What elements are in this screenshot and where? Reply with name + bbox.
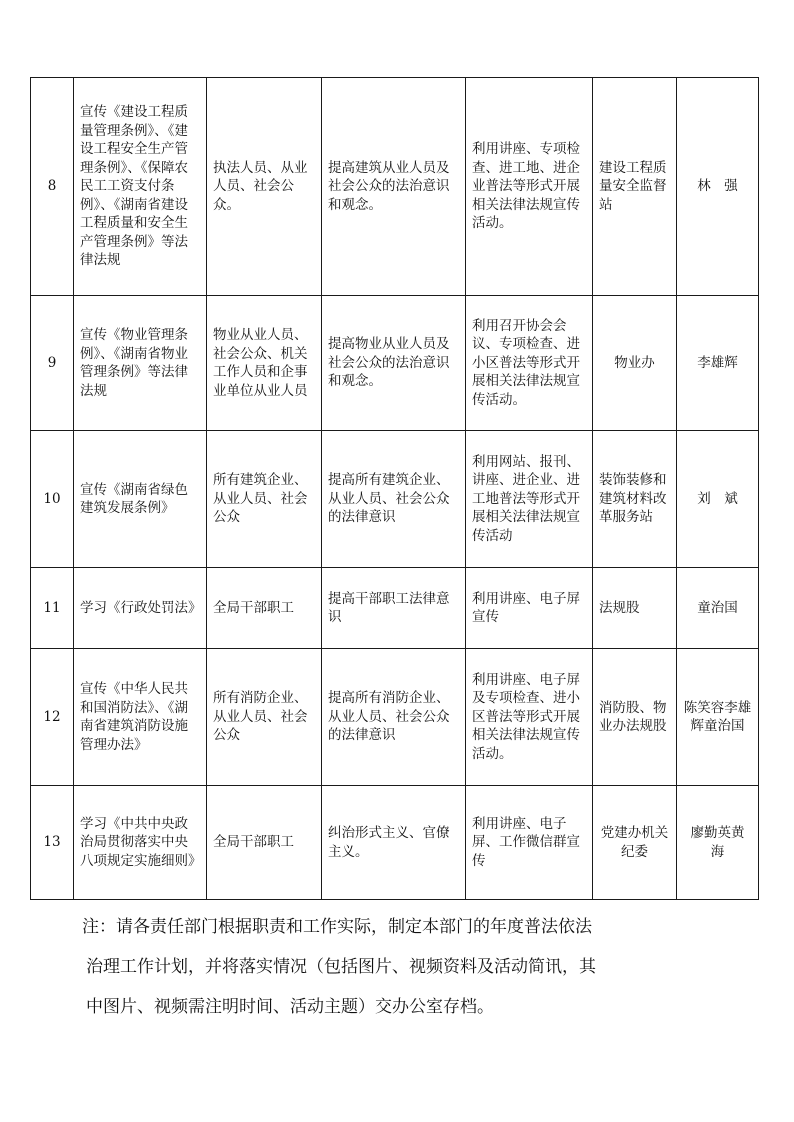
row-person: 廖勤英黄 海 <box>677 786 759 900</box>
row-person: 林 强 <box>677 78 759 296</box>
row-number: 9 <box>31 296 74 431</box>
row-number: 10 <box>31 431 74 568</box>
row-number: 13 <box>31 786 74 900</box>
row-dept: 装饰装修和建筑材料改革服务站 <box>593 431 677 568</box>
row-goal: 提高物业从业人员及社会公众的法治意识和观念。 <box>322 296 466 431</box>
row-method: 利用讲座、电子屏、工作微信群宣传 <box>466 786 593 900</box>
table-row <box>31 296 759 431</box>
footnote <box>82 907 726 1027</box>
row-person: 李雄辉 <box>677 296 759 431</box>
row-audience: 所有消防企业、从业人员、社会公众 <box>207 649 322 786</box>
row-content: 宣传《中华人民共和国消防法》、《湖南省建筑消防设施管理办法》 <box>74 649 207 786</box>
row-person: 刘 斌 <box>677 431 759 568</box>
table-row <box>31 78 759 296</box>
row-number: 11 <box>31 568 74 649</box>
row-number: 12 <box>31 649 74 786</box>
footnote-line: 注：请各责任部门根据职责和工作实际，制定本部门的年度普法依法 <box>82 917 592 937</box>
row-content: 学习《中共中央政治局贯彻落实中央八项规定实施细则》 <box>74 786 207 900</box>
row-person: 童治国 <box>677 568 759 649</box>
row-goal: 纠治形式主义、官僚主义。 <box>322 786 466 900</box>
table-row <box>31 786 759 900</box>
row-content: 学习《行政处罚法》 <box>74 568 207 649</box>
footnote-line: 中图片、视频需注明时间、活动主题）交办公室存档。 <box>86 997 494 1017</box>
row-dept: 物业办 <box>593 296 677 431</box>
plan-table <box>30 77 759 900</box>
row-method: 利用讲座、电子屏及专项检查、进小区普法等形式开展相关法律法规宣传活动。 <box>466 649 593 786</box>
row-audience: 执法人员、从业人员、社会公众。 <box>207 78 322 296</box>
row-audience: 物业从业人员、 社会公众、机关工作人员和企事业单位从业人员 <box>207 296 322 431</box>
row-goal: 提高建筑从业人员及社会公众的法治意识和观念。 <box>322 78 466 296</box>
row-audience: 全局干部职工 <box>207 786 322 900</box>
table-row <box>31 568 759 649</box>
table-row <box>31 649 759 786</box>
row-content: 宣传《建设工程质量管理条例》、《建设工程安全生产管理条例》、《保障农民工工资支付条例》、《湖南省建设工程质量和安全生产管理条例》等法律法规 <box>74 78 207 296</box>
row-dept: 法规股 <box>593 568 677 649</box>
row-goal: 提高所有消防企业、从业人员、社会公众的法律意识 <box>322 649 466 786</box>
row-content: 宣传《湖南省绿色建筑发展条例》 <box>74 431 207 568</box>
row-goal: 提高干部职工法律意识 <box>322 568 466 649</box>
row-dept: 党建办机关纪委 <box>593 786 677 900</box>
row-person: 陈笑容李雄辉童治国 <box>677 649 759 786</box>
row-goal: 提高所有建筑企业、从业人员、社会公众的法律意识 <box>322 431 466 568</box>
row-method: 利用讲座、电子屏宣传 <box>466 568 593 649</box>
row-method: 利用讲座、专项检查、进工地、进企业普法等形式开展相关法律法规宣传活动。 <box>466 78 593 296</box>
row-method: 利用网站、报刊、讲座、进企业、进工地普法等形式开展相关法律法规宣传活动 <box>466 431 593 568</box>
row-number: 8 <box>31 78 74 296</box>
footnote-line: 治理工作计划，并将落实情况（包括图片、视频资料及活动简讯，其 <box>86 957 596 977</box>
row-method: 利用召开协会会议、专项检查、进小区普法等形式开展相关法律法规宣传活动。 <box>466 296 593 431</box>
row-dept: 消防股、物业办法规股 <box>593 649 677 786</box>
row-audience: 所有建筑企业、从业人员、社会公众 <box>207 431 322 568</box>
row-audience: 全局干部职工 <box>207 568 322 649</box>
row-content: 宣传《物业管理条例》、《湖南省物业管理条例》等法律法规 <box>74 296 207 431</box>
table-row <box>31 431 759 568</box>
row-dept: 建设工程质量安全监督站 <box>593 78 677 296</box>
